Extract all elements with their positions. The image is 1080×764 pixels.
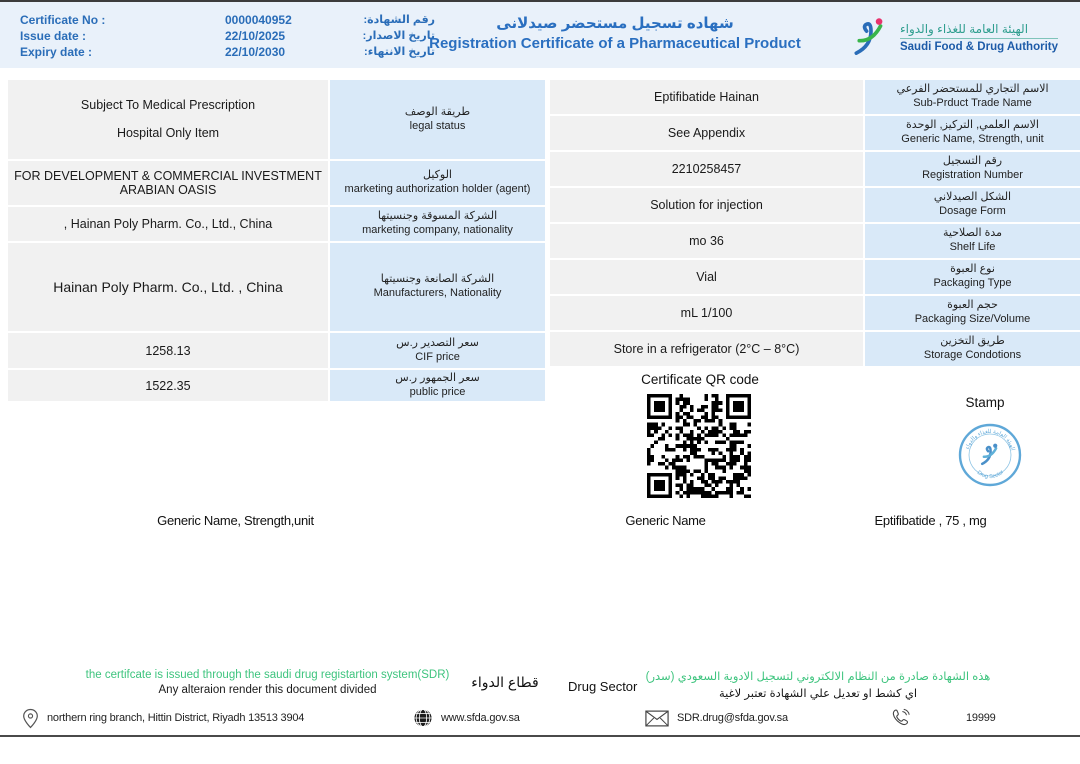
website-item — [413, 704, 520, 732]
manufacturer-value: Hainan Poly Pharm. Co., Ltd. , China — [8, 243, 328, 331]
alteration-notice-en: Any alteraion render this document divided — [158, 684, 377, 696]
table-row — [550, 332, 1080, 366]
phone-text: 19999 — [966, 712, 996, 724]
label-ar: حجم العبوة — [947, 299, 998, 312]
generic-name-strength-heading: Generic Name, Strength,unit — [157, 513, 314, 528]
label-ar: نوع العبوة — [950, 263, 995, 276]
stamp-ring-text-top: الهيئة العامة للغذاء والدواء — [964, 428, 1016, 452]
label-ar: الشركة المسوقة وجنسيتها — [377, 210, 498, 223]
label-en: Manufacturers, Nationality — [373, 287, 502, 299]
email-text: SDR.drug@sfda.gov.sa — [677, 712, 788, 724]
svg-text:Drug Sector — [976, 469, 1005, 480]
bottom-divider — [0, 735, 1080, 737]
label-en: Packaging Size/Volume — [914, 313, 1031, 325]
dosage-form-label — [865, 188, 1080, 222]
storage-conditions-value: Store in a refrigerator (2°C – 8°C) — [550, 332, 863, 366]
marketing-company-label — [330, 207, 545, 241]
cif-price-label — [330, 333, 545, 368]
label-en: Registration Number — [922, 169, 1023, 181]
label-ar: الشركة الصانعة وجنسيتها — [380, 273, 495, 286]
marketing-company-value: , Hainan Poly Pharm. Co., Ltd., China — [8, 207, 328, 241]
globe-icon — [413, 708, 433, 728]
expiry-date-value: 22/10/2030 — [225, 45, 286, 59]
agent-value: FOR DEVELOPMENT & COMMERCIAL INVESTMENT ARABIAN OASIS — [8, 161, 328, 205]
sdr-notice-ar: هذه الشهادة صادرة من النظام الالكتروني لتسجيل الادوية السعودي (سدر) — [645, 671, 991, 683]
sdr-notice-en: the certifcate is issued through the saudi drug registartion system(SDR) — [85, 669, 450, 681]
phone-icon — [890, 708, 910, 728]
qr-code-title: Certificate QR code — [641, 372, 759, 387]
drug-sector-arabic: قطاع الدواء — [471, 674, 539, 690]
qr-code — [647, 394, 751, 498]
legal-status-line2: Hospital Only Item — [116, 125, 220, 140]
label-en: marketing authorization holder (agent) — [344, 183, 531, 195]
label-ar: طريقة الوصف — [404, 105, 471, 118]
certificate-meta — [20, 13, 435, 59]
shelf-life-label — [865, 224, 1080, 258]
trade-name-label — [865, 80, 1080, 114]
label-ar: الشكل الصيدلاني — [933, 191, 1012, 204]
sfda-name-english: Saudi Food & Drug Authority — [899, 40, 1058, 53]
cif-price-value: 1258.13 — [8, 333, 328, 368]
shelf-life-value: mo 36 — [550, 224, 863, 258]
table-row — [550, 260, 1080, 294]
label-en: Dosage Form — [939, 205, 1006, 217]
label-en: Shelf Life — [949, 241, 996, 253]
generic-name-heading: Generic Name — [625, 513, 706, 528]
agent-label — [330, 161, 545, 205]
label-en: CIF price — [415, 350, 460, 363]
right-detail-table — [550, 80, 1080, 368]
label-en: Generic Name, Strength, unit — [901, 133, 1044, 145]
table-row — [550, 296, 1080, 330]
table-row — [8, 370, 545, 401]
legal-status-line1: Subject To Medical Prescription — [80, 98, 256, 112]
table-row — [550, 188, 1080, 222]
public-price-value: 1522.35 — [8, 370, 328, 401]
table-row — [550, 152, 1080, 186]
expiry-date-label: Expiry date : — [20, 45, 93, 59]
legal-status-label — [330, 80, 545, 159]
certificate-no-label-ar: رقم الشهادة: — [363, 14, 435, 26]
label-en: marketing company, nationality — [362, 224, 513, 236]
email-item — [645, 704, 788, 732]
certificate-header — [0, 2, 1080, 68]
footer-notice-english — [15, 669, 520, 696]
packaging-type-value: Vial — [550, 260, 863, 294]
table-row — [550, 224, 1080, 258]
label-ar: سعر التصدير ر.س — [396, 336, 479, 349]
label-en: Sub-Prduct Trade Name — [913, 97, 1032, 109]
certificate-no-label: Certificate No : — [20, 13, 106, 27]
footer-notice-arabic — [638, 669, 998, 700]
generic-name-detail: Eptifibatide , 75 , mg — [874, 513, 987, 528]
page-title-arabic: شهاده تسجيل مستحضر صيدلانى — [496, 15, 734, 32]
table-row — [550, 116, 1080, 150]
page-title — [380, 14, 850, 52]
alteration-notice-ar: اي كشط او تعديل علي الشهادة تعتبر لاغية — [718, 688, 918, 700]
packaging-size-label — [865, 296, 1080, 330]
table-row — [8, 333, 545, 368]
label-ar: رقم التسجيل — [942, 155, 1003, 168]
trade-name-value: Eptifibatide Hainan — [550, 80, 863, 114]
label-ar: طريق التخزين — [940, 335, 1005, 348]
website-text: www.sfda.gov.sa — [441, 712, 520, 724]
address-item — [22, 704, 304, 732]
registration-number-label — [865, 152, 1080, 186]
certificate-no-value: 0000040952 — [225, 13, 292, 27]
storage-conditions-label — [865, 332, 1080, 366]
issue-date-label: Issue date : — [20, 29, 87, 43]
packaging-size-value: mL 1/100 — [550, 296, 863, 330]
issue-date-label-ar: تاريخ الاصدار: — [362, 30, 435, 42]
envelope-icon — [645, 710, 669, 727]
table-row — [8, 80, 545, 159]
label-ar: الوكيل — [423, 169, 452, 182]
sfda-name-arabic: الهيئة العامة للغذاء والدواء — [900, 22, 1058, 39]
stamp-label: Stamp — [965, 395, 1005, 410]
issue-date-value: 22/10/2025 — [225, 29, 286, 43]
legal-status-value — [8, 80, 328, 159]
dosage-form-value: Solution for injection — [550, 188, 863, 222]
stamp-ring-text-bottom: Drug Sector — [975, 469, 1006, 481]
public-price-label — [330, 370, 545, 401]
label-ar: الاسم التجاري للمستحضر الفرعي — [896, 83, 1049, 96]
expiry-date-label-ar: تاريخ الانتهاء: — [364, 46, 435, 58]
left-detail-table — [8, 80, 545, 403]
generic-name-label — [865, 116, 1080, 150]
address-text: northern ring branch, Hittin District, Riyadh 13513 3904 — [47, 712, 305, 724]
registration-number-value: 2210258457 — [550, 152, 863, 186]
packaging-type-label — [865, 260, 1080, 294]
label-ar: مدة الصلاحية — [942, 227, 1002, 240]
table-row — [8, 161, 545, 205]
page-title-english: Registration Certificate of a Pharmaceutical Product — [429, 35, 801, 52]
label-en: public price — [409, 385, 466, 398]
label-en: Packaging Type — [933, 277, 1012, 289]
label-en: Storage Condotions — [923, 349, 1022, 361]
generic-name-value: See Appendix — [550, 116, 863, 150]
drug-sector-english: Drug Sector — [568, 679, 638, 694]
table-row — [550, 80, 1080, 114]
table-row — [8, 207, 545, 241]
label-en: legal status — [409, 119, 466, 132]
phone-item — [890, 704, 996, 732]
label-ar: الاسم العلمي, التركيز, الوحدة — [906, 119, 1039, 132]
sfda-figure-icon — [849, 14, 893, 60]
contact-bar — [0, 704, 1080, 732]
label-ar: سعر الجمهور ر.س — [395, 371, 480, 384]
sfda-logo — [849, 14, 1058, 60]
stamp-seal-icon — [958, 423, 1022, 487]
manufacturer-label — [330, 243, 545, 331]
location-pin-icon — [22, 708, 39, 729]
table-row — [8, 243, 545, 331]
